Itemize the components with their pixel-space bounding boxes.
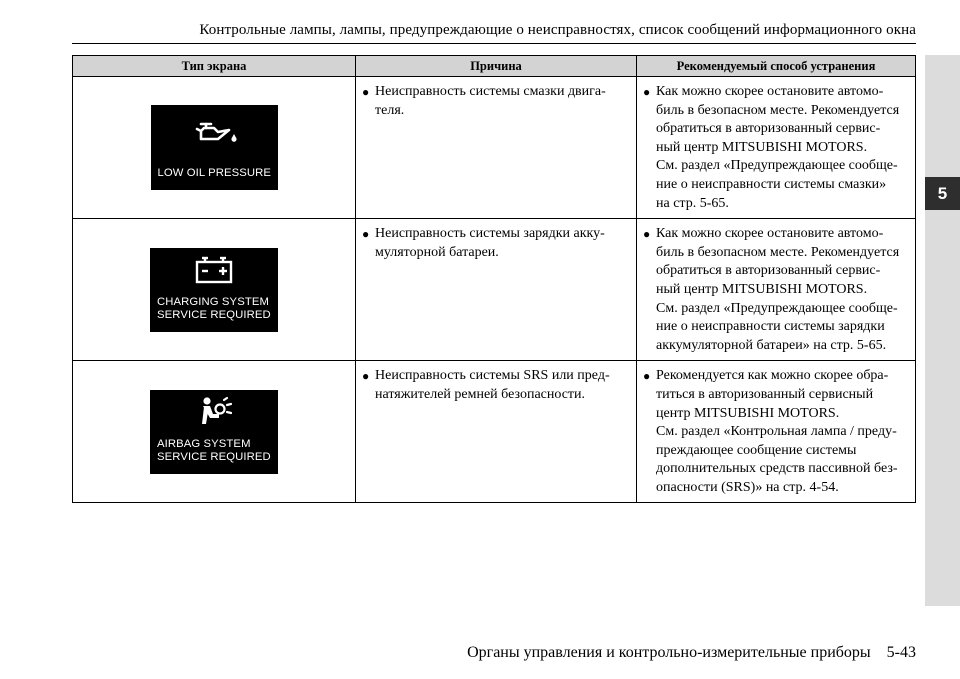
table-header-row [73,56,916,77]
column-header-cause: Причина [356,56,637,77]
page-header-title: Контрольные лампы, лампы, предупреждающие о неисправностях, список сообщений информационного окна [199,22,916,38]
remedy-text: Как можно скорее остановите автомо- биль в безопасном месте. Рекомендуется обратиться в авторизованный сервис- ный центр MITSUBISHI MOTORS. См. раздел «Предупреждающее сообще- ние о неисправности системы зарядки аккумуляторной батареи» на стр. 5-65. [656,226,900,353]
chapter-tab[interactable]: 5 [925,177,960,210]
table-row [73,77,916,219]
display-cell [73,361,356,503]
display-cell [73,77,356,219]
header-rule [72,43,916,44]
oil-can-icon [194,117,240,145]
page-footer [467,644,916,662]
display-cell [73,219,356,361]
remedy-text: Как можно скорее остановите автомо- биль в безопасном месте. Рекомендуется обратиться в авторизованный сервис- ный центр MITSUBISHI MOTORS. См. раздел «Предупреждающее сообще- ние о неисправности системы смазки» на стр. 5-65. [656,84,900,211]
airbag-icon [198,396,232,428]
chapter-sidebar [925,55,960,606]
cause-text: Неисправность системы зарядки акку- муляторной батареи. [375,226,605,260]
cause-cell [356,219,637,361]
bullet-icon: ● [643,227,651,242]
display-text: CHARGING SYSTEM SERVICE REQUIRED [157,295,271,321]
remedy-cell [637,361,916,503]
cause-text: Неисправность системы SRS или пред- натяжителей ремней безопасности. [375,368,610,402]
remedy-text: Рекомендуется как можно скорее обра- титься в авторизованный сервисный центр MITSUBISHI MOTORS. См. раздел «Контрольная лампа / преду- преждающее сообщение системы дополнительных средств пассивной без- опасности (SRS)» на стр. 4-54. [656,368,898,495]
display-text: LOW OIL PRESSURE [157,167,272,180]
footer-section-title: Органы управления и контрольно-измерительные приборы [467,644,871,661]
battery-icon [195,256,233,284]
remedy-cell [637,77,916,219]
cause-cell [356,77,637,219]
message-table [72,55,916,503]
bullet-icon: ● [362,85,370,99]
bullet-icon: ● [362,227,370,242]
page-number: 5-43 [886,644,916,661]
table-row [73,361,916,503]
table-row [73,219,916,361]
display-text: AIRBAG SYSTEM SERVICE REQUIRED [157,437,271,463]
display-panel-low-oil-pressure [151,105,278,190]
column-header-remedy: Рекомендуемый способ устранения [637,56,916,77]
display-panel-airbag-system [150,390,278,474]
remedy-cell [637,219,916,361]
display-panel-charging-system [150,248,278,332]
cause-cell [356,361,637,503]
bullet-icon: ● [643,85,651,99]
cause-text: Неисправность системы смазки двига- теля. [375,84,606,118]
bullet-icon: ● [643,369,651,384]
bullet-icon: ● [362,369,370,384]
column-header-display-type: Тип экрана [73,56,356,77]
